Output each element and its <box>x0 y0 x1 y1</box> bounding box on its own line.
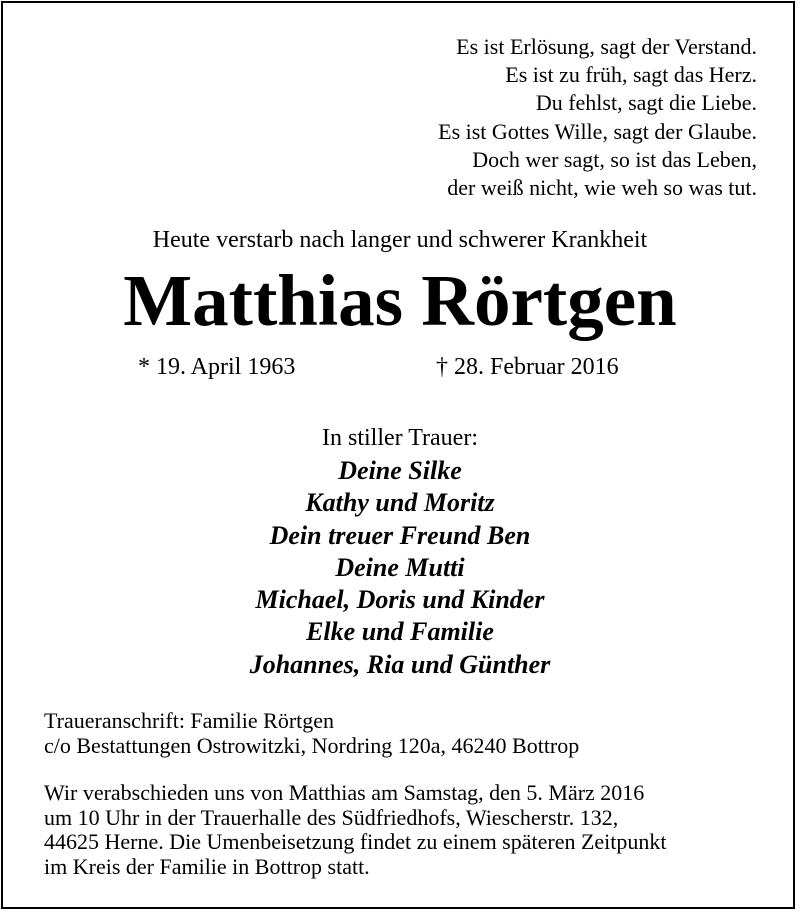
mourners-list <box>0 455 800 681</box>
service-line: um 10 Uhr in der Trauerhalle des Südfriedhofs, Wiescherstr. 132, <box>44 804 619 830</box>
address-line: c/o Bestattungen Ostrowitzki, Nordring 120a, 46240 Bottrop <box>44 732 580 758</box>
poem-line: der weiß nicht, wie weh so was tut. <box>447 175 757 201</box>
mourner: Elke und Familie <box>306 617 494 647</box>
poem-line: Es ist Erlösung, sagt der Verstand. <box>456 34 757 59</box>
death-date: † 28. Februar 2016 <box>436 354 619 380</box>
mourner: Dein treuer Freund Ben <box>269 520 531 550</box>
poem-line: Es ist Gottes Wille, sagt der Glaube. <box>438 118 757 144</box>
mourner: Deine Mutti <box>335 552 465 582</box>
deceased-name: Matthias Rörtgen <box>123 260 677 341</box>
death-announcement-intro: Heute verstarb nach langer und schwerer Krankheit <box>152 227 648 253</box>
mourner: Kathy und Moritz <box>305 488 495 518</box>
mourning-intro: In stiller Trauer: <box>322 425 478 451</box>
address-line: Traueranschrift: Familie Rörtgen <box>44 708 335 733</box>
mourning-address <box>44 709 579 758</box>
service-line: Wir verabschieden uns von Matthias am Samstag, den 5. März 2016 <box>44 780 645 805</box>
poem-line: Es ist zu früh, sagt das Herz. <box>505 62 757 88</box>
poem <box>438 33 757 202</box>
service-line: 44625 Herne. Die Umenbeisetzung findet zu einem späteren Zeitpunkt <box>44 829 667 854</box>
mourner: Deine Silke <box>338 456 462 485</box>
poem-line: Doch wer sagt, so ist das Leben, <box>472 146 757 172</box>
mourner: Johannes, Ria und Günther <box>249 649 551 679</box>
mourner: Michael, Doris und Kinder <box>255 585 545 615</box>
service-line: im Kreis der Familie in Bottrop statt. <box>44 853 370 879</box>
funeral-service-info <box>44 781 764 879</box>
poem-line: Du fehlst, sagt die Liebe. <box>535 90 757 116</box>
birth-date: * 19. April 1963 <box>138 354 296 380</box>
